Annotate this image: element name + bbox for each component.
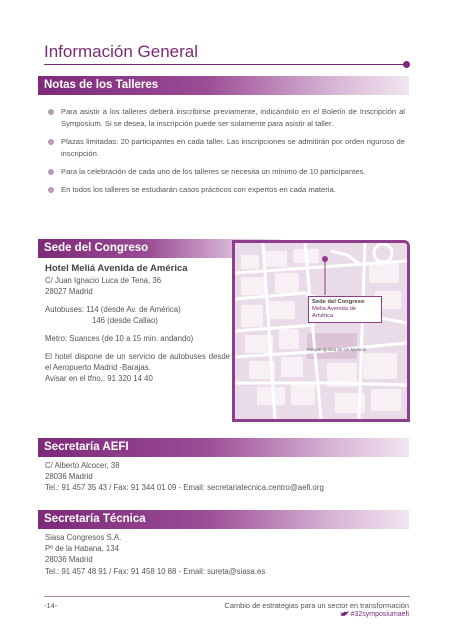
list-item xyxy=(48,184,405,196)
twitter-bird-icon xyxy=(340,611,349,617)
aefi-address: C/ Alberto Alcocer, 38 xyxy=(45,461,120,470)
list-item xyxy=(48,166,405,178)
tecnica-postcode: 28036 Madrid xyxy=(45,555,93,565)
list-item xyxy=(48,136,405,160)
hotel-name: Hotel Meliá Avenida de América xyxy=(45,263,188,274)
hotel-postcode: 28027 Madrid xyxy=(45,287,93,296)
tecnica-phone-email: Tel.: 91 457 48 91 / Fax: 91 458 10 88 - Email: sureta@siasa.es xyxy=(45,566,266,576)
title-dot xyxy=(403,61,410,68)
map-park-label: Parque Quinta de los Molinos xyxy=(307,347,367,352)
bullet-icon xyxy=(48,139,54,145)
bus-route-2: 146 (desde Callao) xyxy=(92,316,158,325)
airport-note: El hotel dispone de un servicio de autobuses desde el Aeropuerto Madrid -Barajas. xyxy=(45,352,230,372)
nota-text: Para asistir a los talleres deberá inscribirse previamente, indicándolo en el Boletín de Inscripción al Symposium. Si se desea, la inscripción puede ser solamente para asistir al taller. xyxy=(61,107,405,128)
bus-route-1: 114 (desde Av. de América) xyxy=(86,305,181,314)
bullet-icon xyxy=(48,109,54,115)
list-item xyxy=(48,106,405,130)
footer-hashtag xyxy=(340,611,409,618)
title-rule xyxy=(44,64,406,65)
tecnica-contact xyxy=(45,532,265,577)
page-number: -14- xyxy=(44,601,58,610)
tecnica-address: Pº de la Habana, 134 xyxy=(45,544,119,554)
map-label-title: Sede del Congreso xyxy=(312,299,365,305)
notas-list xyxy=(48,106,405,202)
bus-row xyxy=(45,304,230,315)
hotel-phone: Avisar en el tfno.: 91 320 14 40 xyxy=(45,374,153,383)
location-map[interactable] xyxy=(232,240,410,422)
bullet-icon xyxy=(48,187,54,193)
page-title: Información General xyxy=(44,42,199,61)
notas-heading: Notas de los Talleres xyxy=(38,76,409,95)
sede-info xyxy=(45,263,230,384)
hotel-address: C/ Juan Ignacio Luca de Tena, 36 xyxy=(45,276,162,285)
metro-label: Metro: xyxy=(45,334,68,343)
aefi-contact xyxy=(45,460,324,494)
metro-info: Suances (de 10 a 15 min. andando) xyxy=(69,334,194,343)
aefi-phone-email: Tel.: 91 457 35 43 / Fax: 91 344 01 09 - Email: secretariatecnica.centro@aefi.org xyxy=(45,483,324,493)
tecnica-company: Siasa Congresos S.A. xyxy=(45,533,122,542)
footer-rule xyxy=(44,596,410,597)
nota-text: En todos los talleres se estudiarán casos prácticos con expertos en cada materia. xyxy=(61,185,336,194)
sede-heading: Sede del Congreso xyxy=(38,239,280,258)
footer-tagline: Cambio de estrategias para un sector en transformación xyxy=(224,601,409,610)
aefi-postcode: 28036 Madrid xyxy=(45,472,93,482)
hashtag-text: #32symposiumaefi xyxy=(350,611,409,618)
metro-row xyxy=(45,333,230,344)
tecnica-heading: Secretaría Técnica xyxy=(38,510,409,529)
map-label-sub: Melia Avenida de América xyxy=(312,306,357,319)
aefi-heading: Secretaría AEFI xyxy=(38,438,409,457)
bullet-icon xyxy=(48,169,54,175)
bus-label: Autobuses: xyxy=(45,305,85,314)
map-venue-label xyxy=(308,296,382,323)
map-streets xyxy=(235,243,407,419)
nota-text: Plazas limitadas: 20 participantes en cada taller. Las inscripciones se admitirán por orden riguroso de inscripción. xyxy=(61,137,405,158)
nota-text: Para la celebración de cada uno de los talleres se necesita un mínimo de 10 participantes. xyxy=(61,167,366,176)
